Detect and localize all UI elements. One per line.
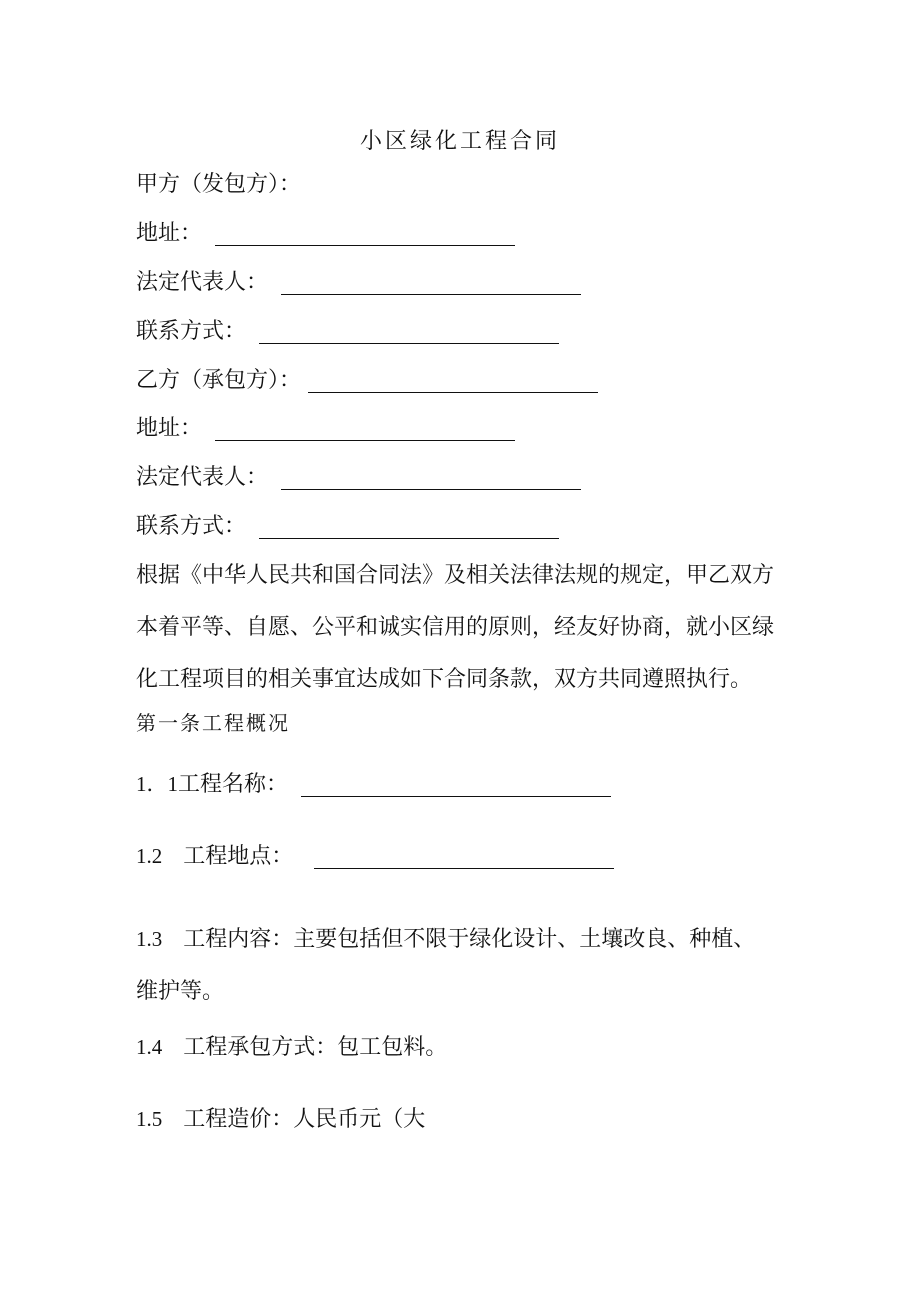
party-a-rep-row [136, 268, 581, 298]
item-1-5-number: 1.5 [136, 1107, 163, 1131]
party-a-rep-label: 法定代表人： [136, 270, 269, 295]
party-b-address-label: 地址： [136, 416, 203, 441]
party-a-heading-label: 甲方（发包方）： [136, 172, 302, 197]
item-1-1 [136, 769, 611, 800]
party-a-contact-label: 联系方式： [136, 319, 247, 344]
party-a-contact-row [136, 317, 559, 347]
item-1-3-text: 工程内容：主要包括但不限于绿化设计、土壤改良、种植、维护等。 [136, 927, 756, 1004]
party-a-heading [136, 170, 301, 200]
item-1-2 [136, 841, 614, 872]
item-1-5 [136, 1104, 425, 1135]
party-a-address-label: 地址： [136, 221, 203, 246]
item-1-2-label: 工程地点： [183, 844, 294, 869]
project-name-field[interactable] [301, 774, 611, 797]
party-b-heading [136, 366, 598, 396]
project-location-field[interactable] [314, 846, 614, 869]
item-1-4-number: 1.4 [136, 1035, 163, 1059]
party-b-contact-row [136, 512, 559, 542]
item-1-3 [136, 913, 776, 1018]
party-b-contact-field[interactable] [259, 516, 559, 539]
party-b-rep-row [136, 463, 581, 493]
item-1-4 [136, 1032, 447, 1063]
party-b-heading-label: 乙方（承包方）： [136, 368, 302, 393]
item-1-1-label: 工程名称： [178, 772, 289, 797]
preamble-paragraph: 根据《中华人民共和国合同法》及相关法律法规的规定，甲乙双方本着平等、自愿、公平和诚实信用的原则，经友好协商，就小区绿化工程项目的相关事宜达成如下合同条款，双方共同遵照执行。 [136, 563, 775, 692]
item-1-5-text: 工程造价：人民币元（大 [183, 1107, 426, 1132]
party-a-contact-field[interactable] [259, 321, 559, 344]
party-a-address-field[interactable] [215, 223, 515, 246]
party-a-address-row [136, 219, 515, 249]
document-title: 小区绿化工程合同 [359, 129, 560, 154]
item-1-3-number: 1.3 [136, 927, 163, 951]
section-1-title: 第一条工程概况 [136, 711, 290, 735]
party-b-contact-label: 联系方式： [136, 514, 247, 539]
item-1-1-number: 1．1 [136, 772, 178, 796]
party-b-address-row [136, 414, 515, 444]
party-b-rep-field[interactable] [281, 467, 581, 490]
item-1-4-text: 工程承包方式：包工包料。 [183, 1035, 448, 1060]
party-a-rep-field[interactable] [281, 272, 581, 295]
party-b-name-field[interactable] [308, 370, 598, 393]
party-b-rep-label: 法定代表人： [136, 465, 269, 490]
item-1-2-number: 1.2 [136, 844, 163, 868]
party-b-address-field[interactable] [215, 418, 515, 441]
